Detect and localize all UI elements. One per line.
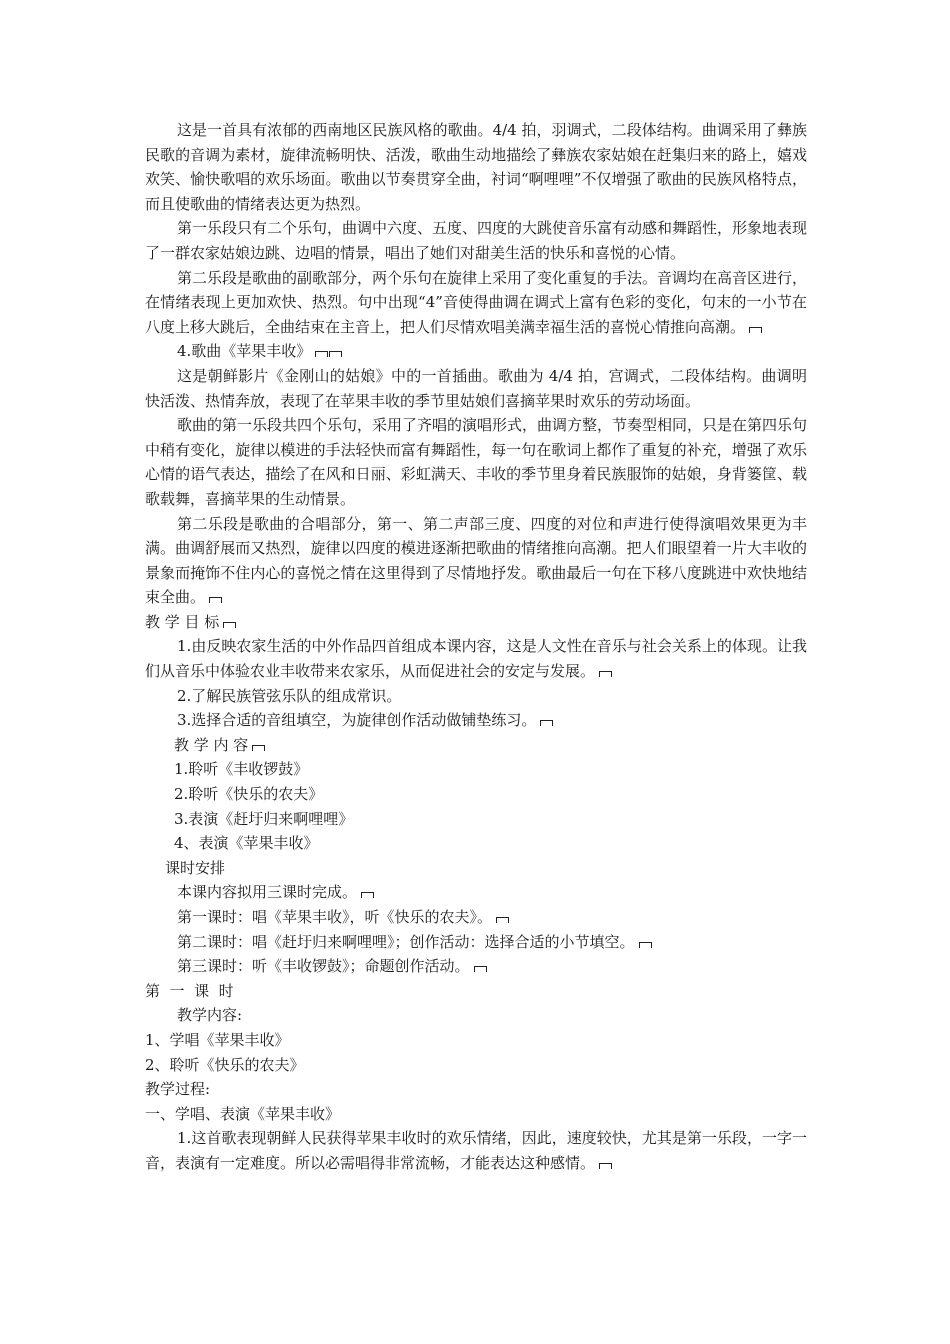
paragraph-mark-icon	[749, 327, 762, 333]
paragraph-text: 这是一首具有浓郁的西南地区民族风格的歌曲。4/4 拍，羽调式，二段体结构。曲调采用了彝族民歌的音调为素材，旋律流畅明快、活泼，歌曲生动地描绘了彝族农家姑娘在赶集归来的路上，嬉戏欢笑、愉快歌唱的欢乐场面。歌曲以节奏贯穿全曲，衬词“啊哩哩”不仅增强了歌曲的民族风格特点，而且使歌曲的情绪表达更为热烈。	[145, 121, 807, 213]
paragraph-text: 第二乐段是歌曲的副歌部分，两个乐句在旋律上采用了变化重复的手法。音调均在高音区进行，在情绪表现上更加欢快、热烈。句中出现“4”音使得曲调在调式上富有色彩的变化，句末的一小节在八度上移大跳后，全曲结束在主音上，把人们尽情欢唱美满幸福生活的喜悦心情推向高潮。	[145, 268, 808, 336]
lesson-item	[145, 1053, 807, 1078]
paragraph-mark-icon	[639, 942, 652, 948]
goals-heading-text: 教 学 目 标	[145, 612, 220, 631]
content-item	[145, 782, 807, 807]
content-item-text: 1.聆听《丰收锣鼓》	[174, 760, 309, 779]
paragraph-text: 这是朝鲜影片《金刚山的姑娘》中的一首插曲。歌曲为 4/4 拍，宫调式，二段体结构。曲调明快活泼、热情奔放，表现了在苹果丰收的季节里姑娘们喜摘苹果时欢乐的劳动场面。	[145, 366, 807, 410]
process-label	[145, 1077, 807, 1102]
paragraph-mark-icon	[223, 622, 236, 628]
paragraph-text: 第一乐段只有二个乐句，曲调中六度、五度、四度的大跳使音乐富有动感和舞蹈性，形象地表现了一群农家姑娘边跳、边唱的情景，唱出了她们对甜美生活的快乐和喜悦的心情。	[145, 219, 808, 262]
lesson-heading-text: 第 一 课 时	[145, 981, 234, 1000]
paragraph-mark-icon	[361, 892, 374, 898]
paragraph-mark-icon	[209, 597, 222, 603]
paragraph-text: 歌曲的第一乐段共四个乐句，采用了齐唱的演唱形式，曲调方整，节奏型相同，只是在第四乐句中稍有变化，旋律以模进的手法轻快而富有舞蹈性，每一句在歌词上都作了重复的补充，增强了欢乐心情的语气表达，描绘了在风和日丽、彩虹满天、丰收的季节里身着民族服饰的姑娘，身背篓筐、载歌载舞，喜摘苹果的生动情景。	[145, 416, 808, 508]
paragraph-mark-icon	[329, 351, 342, 357]
process-label-text: 教学过程:	[145, 1080, 211, 1099]
paragraph-mark-icon	[599, 1163, 612, 1169]
goal-item	[145, 634, 807, 683]
lesson-content-label-text: 教学内容:	[177, 1006, 243, 1025]
content-item	[145, 831, 807, 856]
schedule-item	[145, 954, 807, 979]
song4-title-text: 4.歌曲《苹果丰收》	[177, 342, 312, 361]
paragraph-song3-intro	[145, 118, 807, 216]
goal-text: 1.由反映农家生活的中外作品四首组成本课内容，这是人文性在音乐与社会关系上的体现。让我们从音乐中体验农业丰收带来农家乐，从而促进社会的安定与发展。	[145, 637, 807, 681]
schedule-item	[145, 930, 807, 955]
paragraph-mark-icon	[474, 966, 487, 972]
song4-title	[145, 339, 807, 364]
schedule-item	[145, 905, 807, 930]
paragraph-mark-icon	[540, 720, 553, 726]
paragraph-mark-icon	[496, 917, 509, 923]
lesson-item-text: 2、聆听《快乐的农夫》	[145, 1055, 305, 1074]
schedule-item	[145, 880, 807, 905]
content-item-text: 3.表演《赶圩归来啊哩哩》	[174, 809, 354, 828]
paragraph-song3-section2	[145, 266, 807, 340]
schedule-item-text: 第二课时：唱《赶圩归来啊哩哩》；创作活动：选择合适的小节填空。	[177, 932, 635, 951]
content-item	[145, 757, 807, 782]
schedule-heading	[145, 856, 807, 881]
goals-heading	[145, 610, 807, 635]
lesson-heading	[145, 979, 807, 1004]
paragraph-song3-section1	[145, 216, 807, 265]
goal-text: 3.选择合适的音组填空，为旋律创作活动做铺垫练习。	[177, 711, 537, 730]
content-heading	[145, 733, 807, 758]
schedule-item-text: 第三课时：听《丰收锣鼓》；命题创作活动。	[177, 957, 470, 976]
content-item	[145, 807, 807, 832]
section-one-heading-text: 一、学唱、表演《苹果丰收》	[145, 1104, 341, 1123]
goal-text: 2.了解民族管弦乐队的组成常识。	[177, 686, 402, 705]
section-one-paragraph	[145, 1126, 807, 1175]
document-body	[145, 118, 807, 1176]
paragraph-song4-section1	[145, 413, 807, 511]
paragraph-song4-intro	[145, 364, 807, 413]
paragraph-mark-icon	[315, 351, 328, 357]
lesson-item	[145, 1028, 807, 1053]
content-item-text: 4、表演《苹果丰收》	[174, 834, 319, 853]
paragraph-text: 第二乐段是歌曲的合唱部分，第一、第二声部三度、四度的对位和声进行使得演唱效果更为丰满。曲调舒展而又热烈，旋律以四度的模进逐渐把歌曲的情绪推向高潮。把人们眼望着一片大丰收的景象而掩饰不住内心的喜悦之情在这里得到了尽情地抒发。歌曲最后一句在下移八度跳进中欢快地结束全曲。	[145, 514, 807, 607]
paragraph-mark-icon	[252, 745, 265, 751]
content-heading-text: 教 学 内 容	[174, 735, 249, 754]
paragraph-text: 1.这首歌表现朝鲜人民获得苹果丰收时的欢乐情绪，因此，速度较快，尤其是第一乐段，一字一音，表演有一定难度。所以必需唱得非常流畅，才能表达这种感情。	[145, 1129, 807, 1172]
lesson-item-text: 1、学唱《苹果丰收》	[145, 1030, 290, 1049]
paragraph-song4-section2	[145, 512, 807, 610]
content-item-text: 2.聆听《快乐的农夫》	[174, 785, 324, 804]
schedule-heading-text: 课时安排	[165, 858, 226, 877]
lesson-content-label	[145, 1003, 807, 1028]
goal-item	[145, 684, 807, 709]
schedule-item-text: 本课内容拟用三课时完成。	[177, 883, 358, 902]
schedule-item-text: 第一课时：唱《苹果丰收》，听《快乐的农夫》。	[177, 908, 493, 926]
paragraph-mark-icon	[599, 671, 612, 677]
section-one-heading	[145, 1102, 807, 1127]
goal-item	[145, 708, 807, 733]
